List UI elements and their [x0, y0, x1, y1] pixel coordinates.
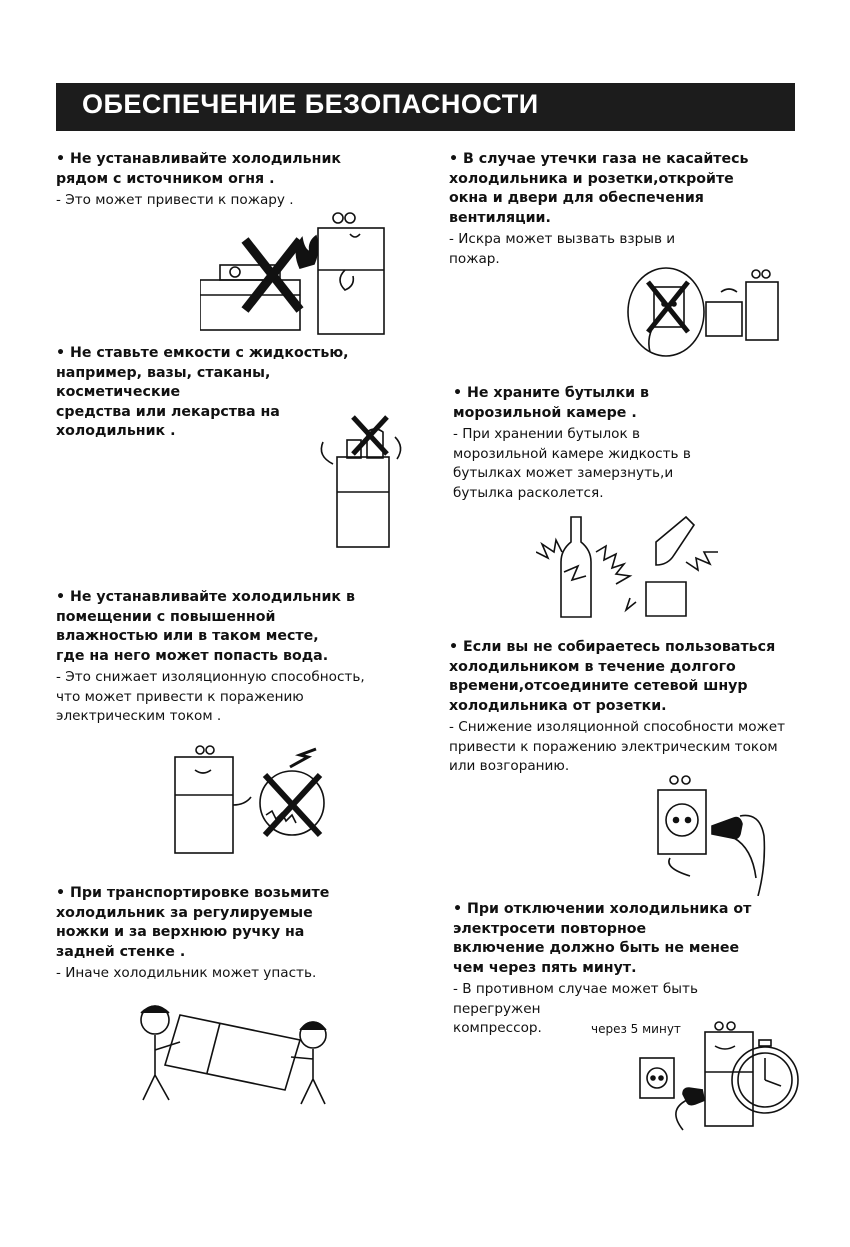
left-item-4 — [56, 884, 436, 984]
bullet-icon: • — [449, 639, 459, 655]
item-note: - При хранении бутылок в морозильной камере жидкость в бутылках может замерзнуть,и бутылка расколется. — [453, 426, 691, 501]
unplug-illustration — [650, 768, 768, 896]
item-heading: • В случае утечки газа не касайтесь холодильника и розетки,откройте окна и двери для обеспечения вентиляции. — [449, 151, 749, 226]
item-note: - Это может привести к пожару . — [56, 192, 294, 208]
item-heading: • При отключении холодильника от электросети повторное включение должно быть не менее чем через пять минут. — [453, 901, 752, 976]
item-note: - Это снижает изоляционную способность, что может привести к поражению электрическим током . — [56, 669, 365, 724]
water-fridge-illustration — [170, 745, 340, 855]
liquids-on-fridge-illustration — [315, 412, 415, 552]
item-heading: • При транспортировке возьмите холодильник за регулируемые ножки и за верхнюю ручку на задней стенке . — [56, 885, 330, 960]
item-note: - Искра может вызвать взрыв и пожар. — [449, 231, 676, 267]
left-item-1 — [56, 150, 436, 211]
bullet-icon: • — [56, 345, 66, 361]
timer-caption: через 5 минут — [591, 1022, 681, 1036]
item-note: - Снижение изоляционной способности может привести к поражению электрическим током или возгоранию. — [449, 719, 786, 774]
item-heading: • Не храните бутылки в морозильной камере . — [453, 385, 649, 421]
fire-fridge-illustration — [200, 210, 390, 338]
item-heading: • Если вы не собираетесь пользоваться холодильником в течение долгого времени,отсоедините сетевой шнур холодильника от розетки. — [449, 639, 776, 714]
bullet-icon: • — [453, 385, 463, 401]
bottles-freezer-illustration — [536, 512, 721, 620]
bullet-icon: • — [56, 589, 66, 605]
item-heading: • Не устанавливайте холодильник в помещении с повышенной влажностью или в таком месте, где на него может попасть вода. — [56, 589, 355, 664]
item-heading: • Не устанавливайте холодильник рядом с источником огня . — [56, 151, 342, 187]
bullet-icon: • — [56, 885, 66, 901]
page-title: ОБЕСПЕЧЕНИЕ БЕЗОПАСНОСТИ — [82, 89, 539, 119]
item-heading: • Не ставьте емкости с жидкостью, например, вазы, стаканы, косметические средства или лекарства на холодильник . — [56, 345, 349, 439]
timer-illustration — [635, 1020, 800, 1132]
right-item-3 — [449, 638, 829, 777]
left-item-3 — [56, 588, 436, 727]
bullet-icon: • — [449, 151, 459, 167]
right-item-1 — [449, 150, 809, 269]
bullet-icon: • — [453, 901, 463, 917]
bullet-icon: • — [56, 151, 66, 167]
carry-fridge-illustration — [125, 995, 345, 1110]
right-item-2 — [453, 384, 813, 503]
gas-leak-illustration — [626, 262, 781, 358]
item-note: - В противном случае может быть перегружен компрессор. — [453, 981, 698, 1036]
right-item-4 — [453, 900, 813, 1039]
item-note: - Иначе холодильник может упасть. — [56, 965, 317, 981]
title-banner — [56, 83, 795, 131]
